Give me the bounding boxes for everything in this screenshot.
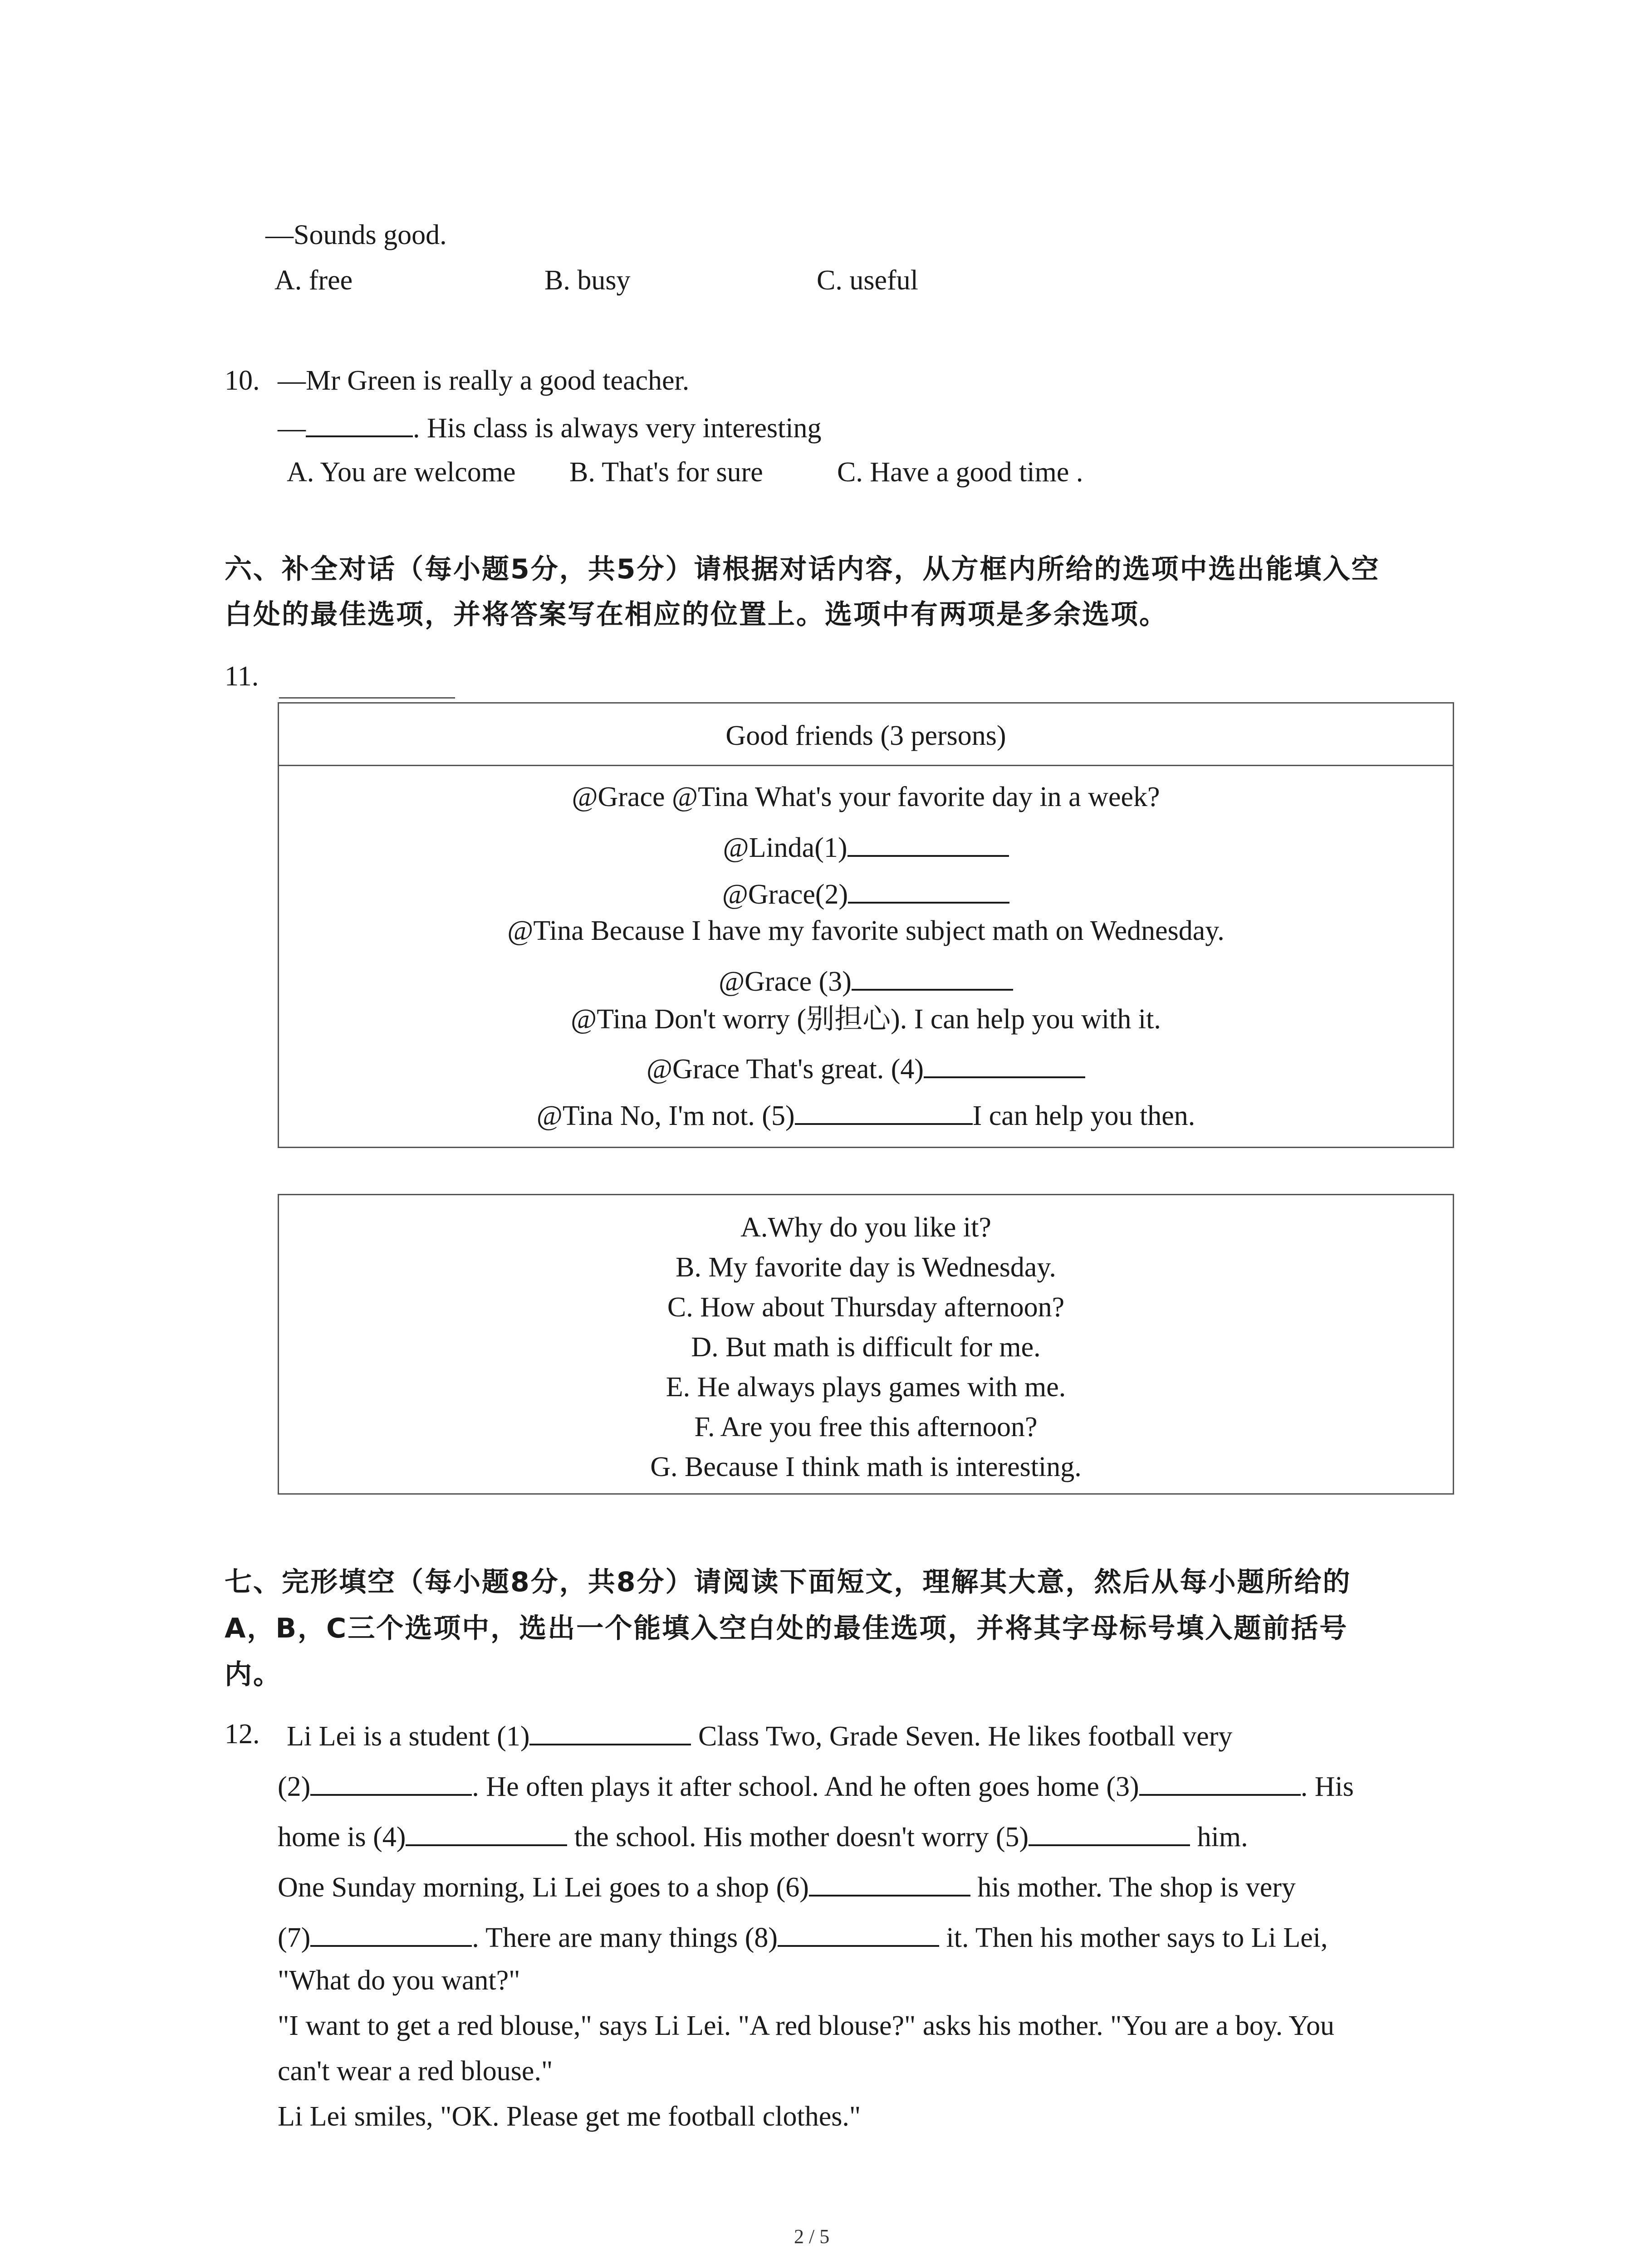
option-e: E. He always plays games with me. <box>666 1372 1066 1403</box>
chat-blank-5[interactable] <box>795 1100 973 1125</box>
option-d: D. But math is difficult for me. <box>691 1332 1041 1363</box>
passage-line-9: Li Lei smiles, "OK. Please get me football clothes." <box>278 2101 861 2132</box>
section-7-heading-line2: A，B，C三个选项中，选出一个能填入空白处的最佳选项，并将其字母标号填入题前括号 <box>225 1613 1348 1644</box>
q9-option-b: B. busy <box>544 265 631 296</box>
cloze-blank-1[interactable] <box>529 1720 691 1745</box>
passage-line-4: One Sunday morning, Li Lei goes to a shop (6) his mother. The shop is very <box>278 1872 1296 1903</box>
option-f: F. Are you free this afternoon? <box>694 1412 1038 1442</box>
q10-response: — . His class is always very interesting <box>278 413 822 444</box>
page-number: 2 / 5 <box>794 2225 830 2248</box>
chat-line-1: @Grace @Tina What's your favorite day in a week? <box>572 782 1160 812</box>
cloze-blank-6[interactable] <box>809 1871 970 1897</box>
q9-option-a: A. free <box>274 265 353 296</box>
chat-line-8: @Tina No, I'm not. (5) I can help you then. <box>536 1100 1195 1131</box>
q10-option-c: C. Have a good time . <box>837 457 1083 488</box>
q12-number: 12. <box>225 1719 260 1750</box>
cloze-blank-7[interactable] <box>310 1921 472 1947</box>
q10-blank[interactable] <box>306 412 413 437</box>
q10-prompt: —Mr Green is really a good teacher. <box>278 365 690 396</box>
section-6-heading-line1: 六、补全对话（每小题5分，共5分）请根据对话内容，从方框内所给的选项中选出能填入空 <box>225 553 1380 585</box>
passage-line-2: (2) . He often plays it after school. And he often goes home (3) . His <box>278 1771 1354 1802</box>
passage-line-3: home is (4) the school. His mother doesn't worry (5) him. <box>278 1822 1248 1853</box>
option-b: B. My favorite day is Wednesday. <box>676 1252 1056 1283</box>
q10-option-a: A. You are welcome <box>287 457 516 488</box>
chat-box <box>278 702 1454 1148</box>
q9-option-c: C. useful <box>817 265 918 296</box>
chat-line-4: @Tina Because I have my favorite subject math on Wednesday. <box>507 915 1225 946</box>
passage-line-1: Li Lei is a student (1) Class Two, Grade Seven. He likes football very <box>287 1721 1233 1752</box>
chat-line-7: @Grace That's great. (4) <box>279 1053 1453 1083</box>
chat-blank-2[interactable] <box>848 878 1009 904</box>
passage-line-6: "What do you want?" <box>278 1965 520 1996</box>
passage-line-7: "I want to get a red blouse," says Li Lei. "A red blouse?" asks his mother. "You are a boy. You <box>278 2010 1334 2041</box>
chat-blank-1[interactable] <box>847 831 1009 857</box>
option-a: A.Why do you like it? <box>740 1212 991 1243</box>
section-7-heading-line1: 七、完形填空（每小题8分，共8分）请阅读下面短文，理解其大意，然后从每小题所给的 <box>225 1566 1352 1598</box>
cloze-blank-5[interactable] <box>1029 1821 1190 1846</box>
chat-line-5: @Grace (3) <box>279 965 1453 996</box>
q11-answer-blank[interactable] <box>279 697 455 699</box>
option-g: G. Because I think math is interesting. <box>650 1452 1082 1482</box>
cloze-blank-4[interactable] <box>406 1821 567 1846</box>
section-6-heading-line2: 白处的最佳选项，并将答案写在相应的位置上。选项中有两项是多余选项。 <box>225 599 1168 631</box>
q10-option-b: B. That's for sure <box>569 457 763 488</box>
q10-number: 10. <box>225 365 260 396</box>
chat-line-6: @Tina Don't worry (别担心). I can help you with it. <box>571 1004 1161 1035</box>
passage-line-5: (7) . There are many things (8) it. Then his mother says to Li Lei, <box>278 1922 1328 1953</box>
chat-blank-4[interactable] <box>924 1053 1085 1078</box>
q9-reply: —Sounds good. <box>265 220 447 250</box>
chat-line-3: @Grace(2) <box>279 878 1453 909</box>
chat-line-2: @Linda(1) <box>279 831 1453 862</box>
q11-number: 11. <box>225 661 259 692</box>
options-box <box>278 1194 1454 1495</box>
chat-divider <box>279 765 1453 766</box>
passage-line-8: can't wear a red blouse." <box>278 2056 553 2087</box>
chat-blank-3[interactable] <box>852 965 1013 991</box>
cloze-blank-8[interactable] <box>778 1921 939 1947</box>
cloze-blank-3[interactable] <box>1139 1770 1301 1796</box>
option-c: C. How about Thursday afternoon? <box>667 1292 1065 1323</box>
section-7-heading-line3: 内。 <box>225 1659 282 1691</box>
chat-title: Good friends (3 persons) <box>725 720 1006 751</box>
cloze-blank-2[interactable] <box>310 1770 472 1796</box>
